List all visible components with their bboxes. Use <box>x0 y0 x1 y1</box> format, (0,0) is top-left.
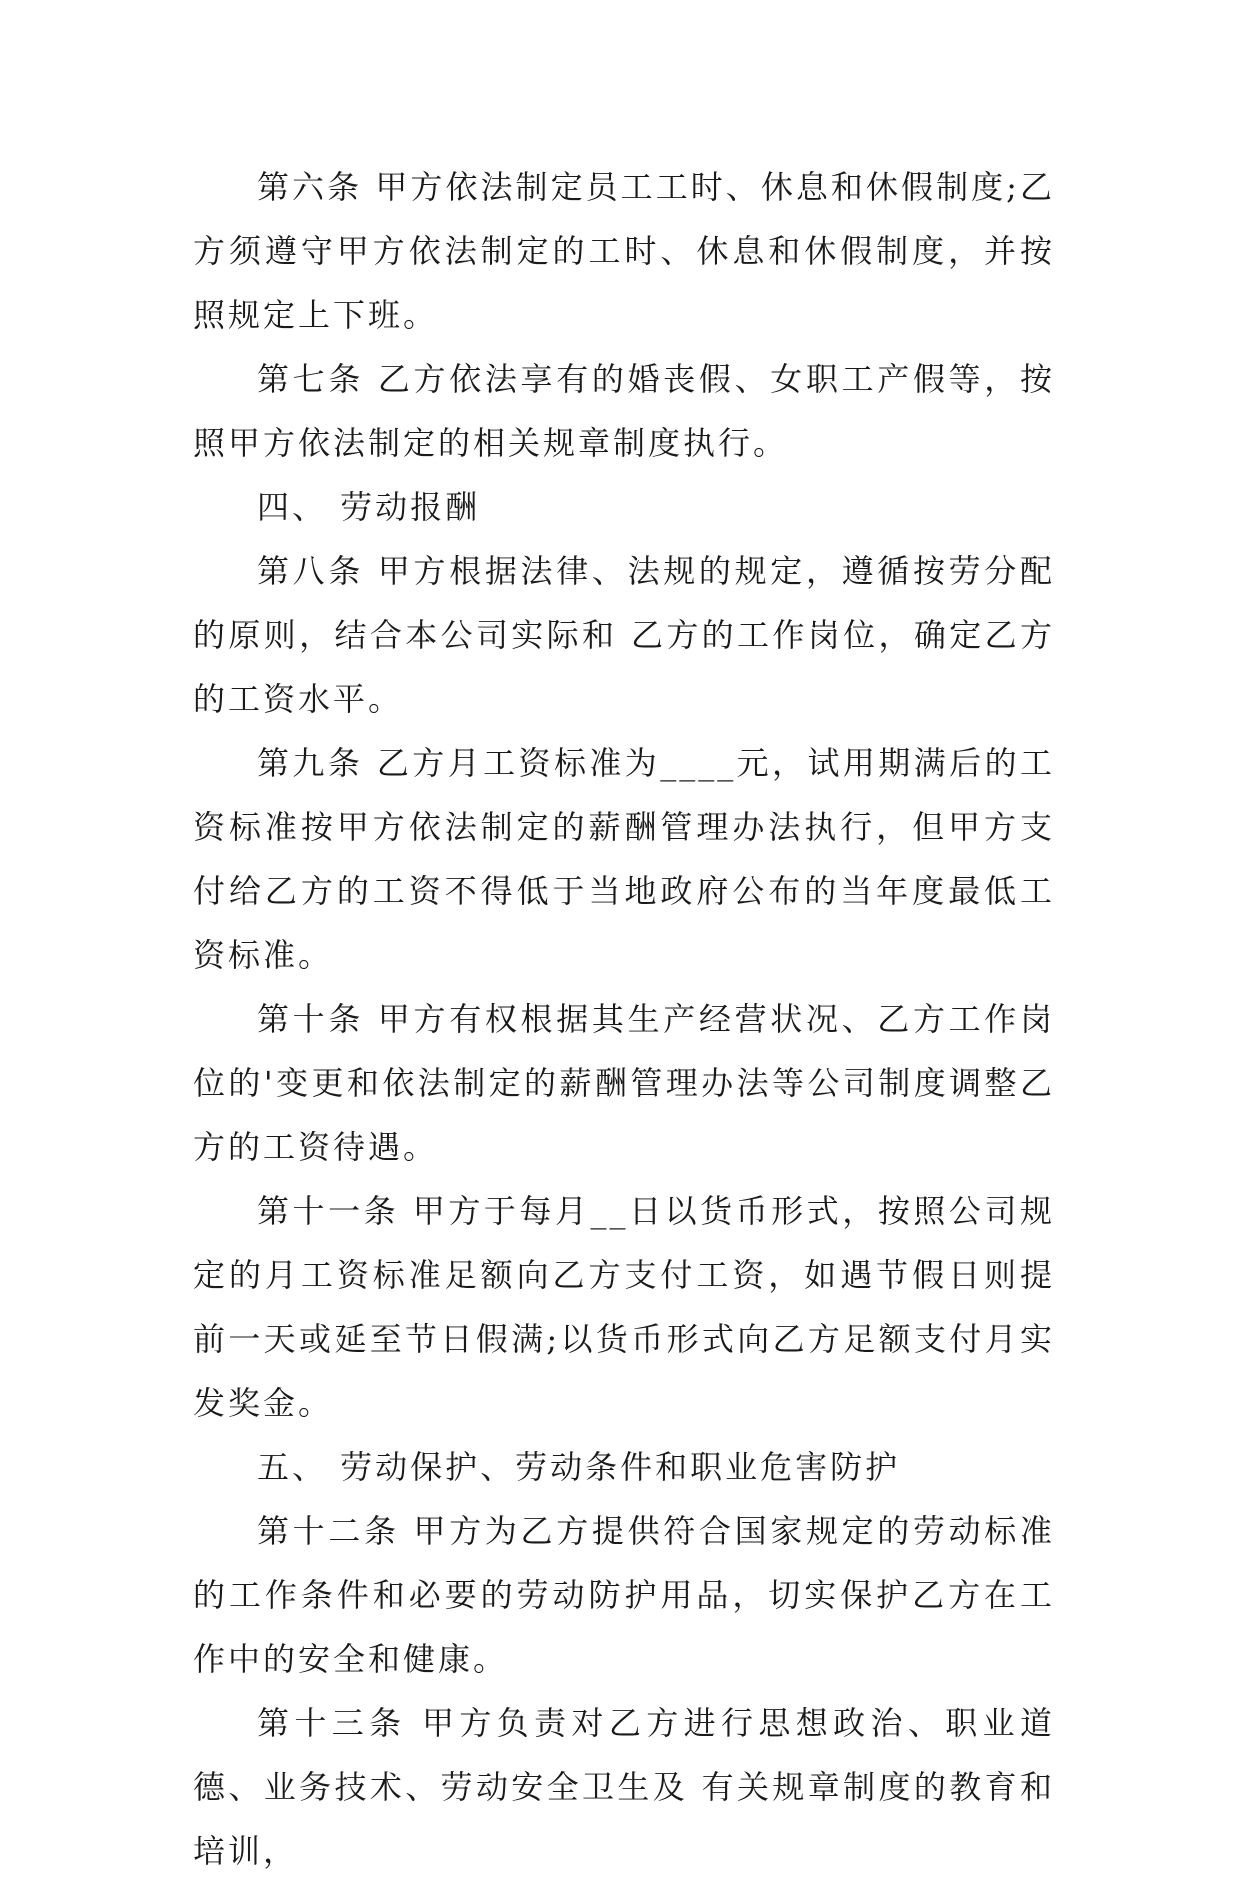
article-12-paragraph: 第十二条 甲方为乙方提供符合国家规定的劳动标准的工作条件和必要的劳动防护用品，切实保护乙方在工作中的安全和健康。 <box>193 1512 1055 1678</box>
section-4-heading: 四、 劳动报酬 <box>257 488 481 526</box>
article-10-paragraph: 第十条 甲方有权根据其生产经营状况、乙方工作岗位的'变更和依法制定的薪酬管理办法等公司制度调整乙方的工资待遇。 <box>193 1000 1055 1166</box>
article-8-paragraph: 第八条 甲方根据法律、法规的规定，遵循按劳分配的原则，结合本公司实际和 乙方的工作岗位，确定乙方的工资水平。 <box>193 552 1055 718</box>
article-9-paragraph: 第九条 乙方月工资标准为____元，试用期满后的工资标准按甲方依法制定的薪酬管理办法执行，但甲方支付给乙方的工资不得低于当地政府公布的当年度最低工资标准。 <box>193 744 1055 974</box>
document-body <box>193 155 1055 1883</box>
article-13-paragraph: 第十三条 甲方负责对乙方进行思想政治、职业道德、业务技术、劳动安全卫生及 有关规章制度的教育和培训， <box>193 1704 1055 1870</box>
article-7-paragraph: 第七条 乙方依法享有的婚丧假、女职工产假等，按照甲方依法制定的相关规章制度执行。 <box>193 360 1055 462</box>
section-5-heading: 五、 劳动保护、劳动条件和职业危害防护 <box>257 1448 901 1486</box>
article-6-paragraph: 第六条 甲方依法制定员工工时、休息和休假制度;乙方须遵守甲方依法制定的工时、休息和休假制度，并按照规定上下班。 <box>193 168 1055 334</box>
article-11-paragraph: 第十一条 甲方于每月__日以货币形式，按照公司规定的月工资标准足额向乙方支付工资，如遇节假日则提前一天或延至节日假满;以货币形式向乙方足额支付月实发奖金。 <box>193 1192 1055 1422</box>
